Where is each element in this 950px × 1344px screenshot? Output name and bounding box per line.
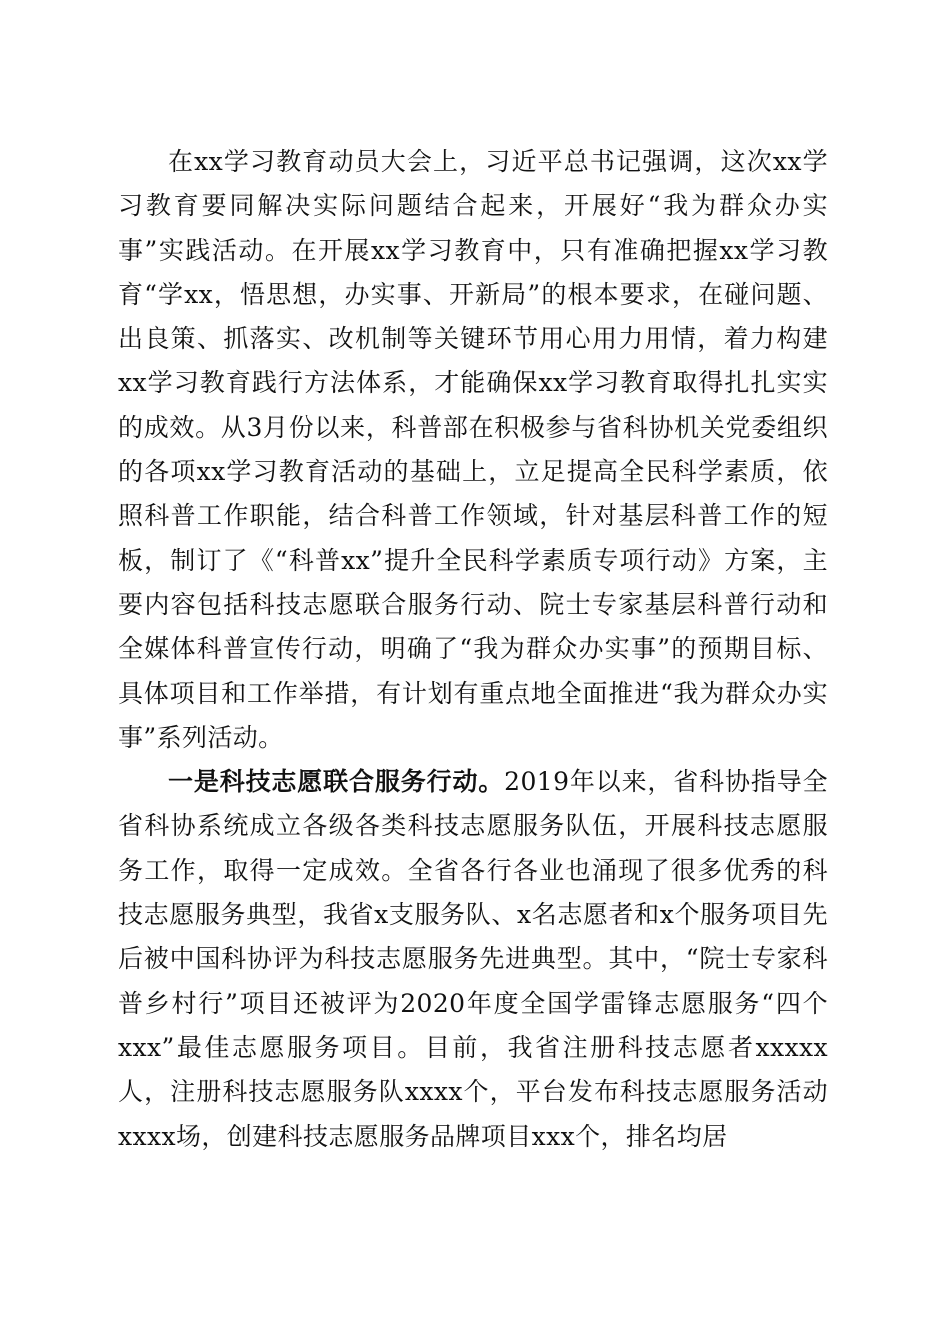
paragraph-volunteer-text: 2019年以来，省科协指导全省科协系统成立各级各类科技志愿服务队伍，开展科技志愿服务工作，取得一定成效。全省各行各业也涌现了很多优秀的科技志愿服务典型，我省x支服务队、x名志愿者和x个服务项目先后被中国科协评为科技志愿服务先进典型。其中，“院士专家科普乡村行”项目还被评为2020年度全国学雷锋志愿服务“四个xxx”最佳志愿服务项目。目前，我省注册科技志愿者xxxxx人，注册科技志愿服务队xxxx个，平台发布科技志愿服务活动xxxx场，创建科技志愿服务品牌项目xxx个，排名均居	[118, 767, 828, 1151]
paragraph-intro-text: 在xx学习教育动员大会上，习近平总书记强调，这次xx学习教育要同解决实际问题结合起来，开展好“我为群众办实事”实践活动。在开展xx学习教育中，只有准确把握xx学习教育“学xx，悟思想，办实事、开新局”的根本要求，在碰问题、出良策、抓落实、改机制等关键环节用心用力用情，着力构建xx学习教育践行方法体系，才能确保xx学习教育取得扎扎实实的成效。从3月份以来，科普部在积极参与省科协机关党委组织的各项xx学习教育活动的基础上，立足提高全民科学素质，依照科普工作职能，结合科普工作领域，针对基层科普工作的短板，制订了《“科普xx”提升全民科学素质专项行动》方案，主要内容包括科技志愿联合服务行动、院士专家基层科普行动和全媒体科普宣传行动，明确了“我为群众办实事”的预期目标、具体项目和工作举措，有计划有重点地全面推进“我为群众办实事”系列活动。	[118, 147, 828, 752]
paragraph-volunteer-service	[118, 760, 828, 1159]
document-body	[118, 140, 828, 1159]
paragraph-intro	[118, 140, 828, 760]
paragraph-lead-heading: 一是科技志愿联合服务行动。	[168, 767, 505, 797]
